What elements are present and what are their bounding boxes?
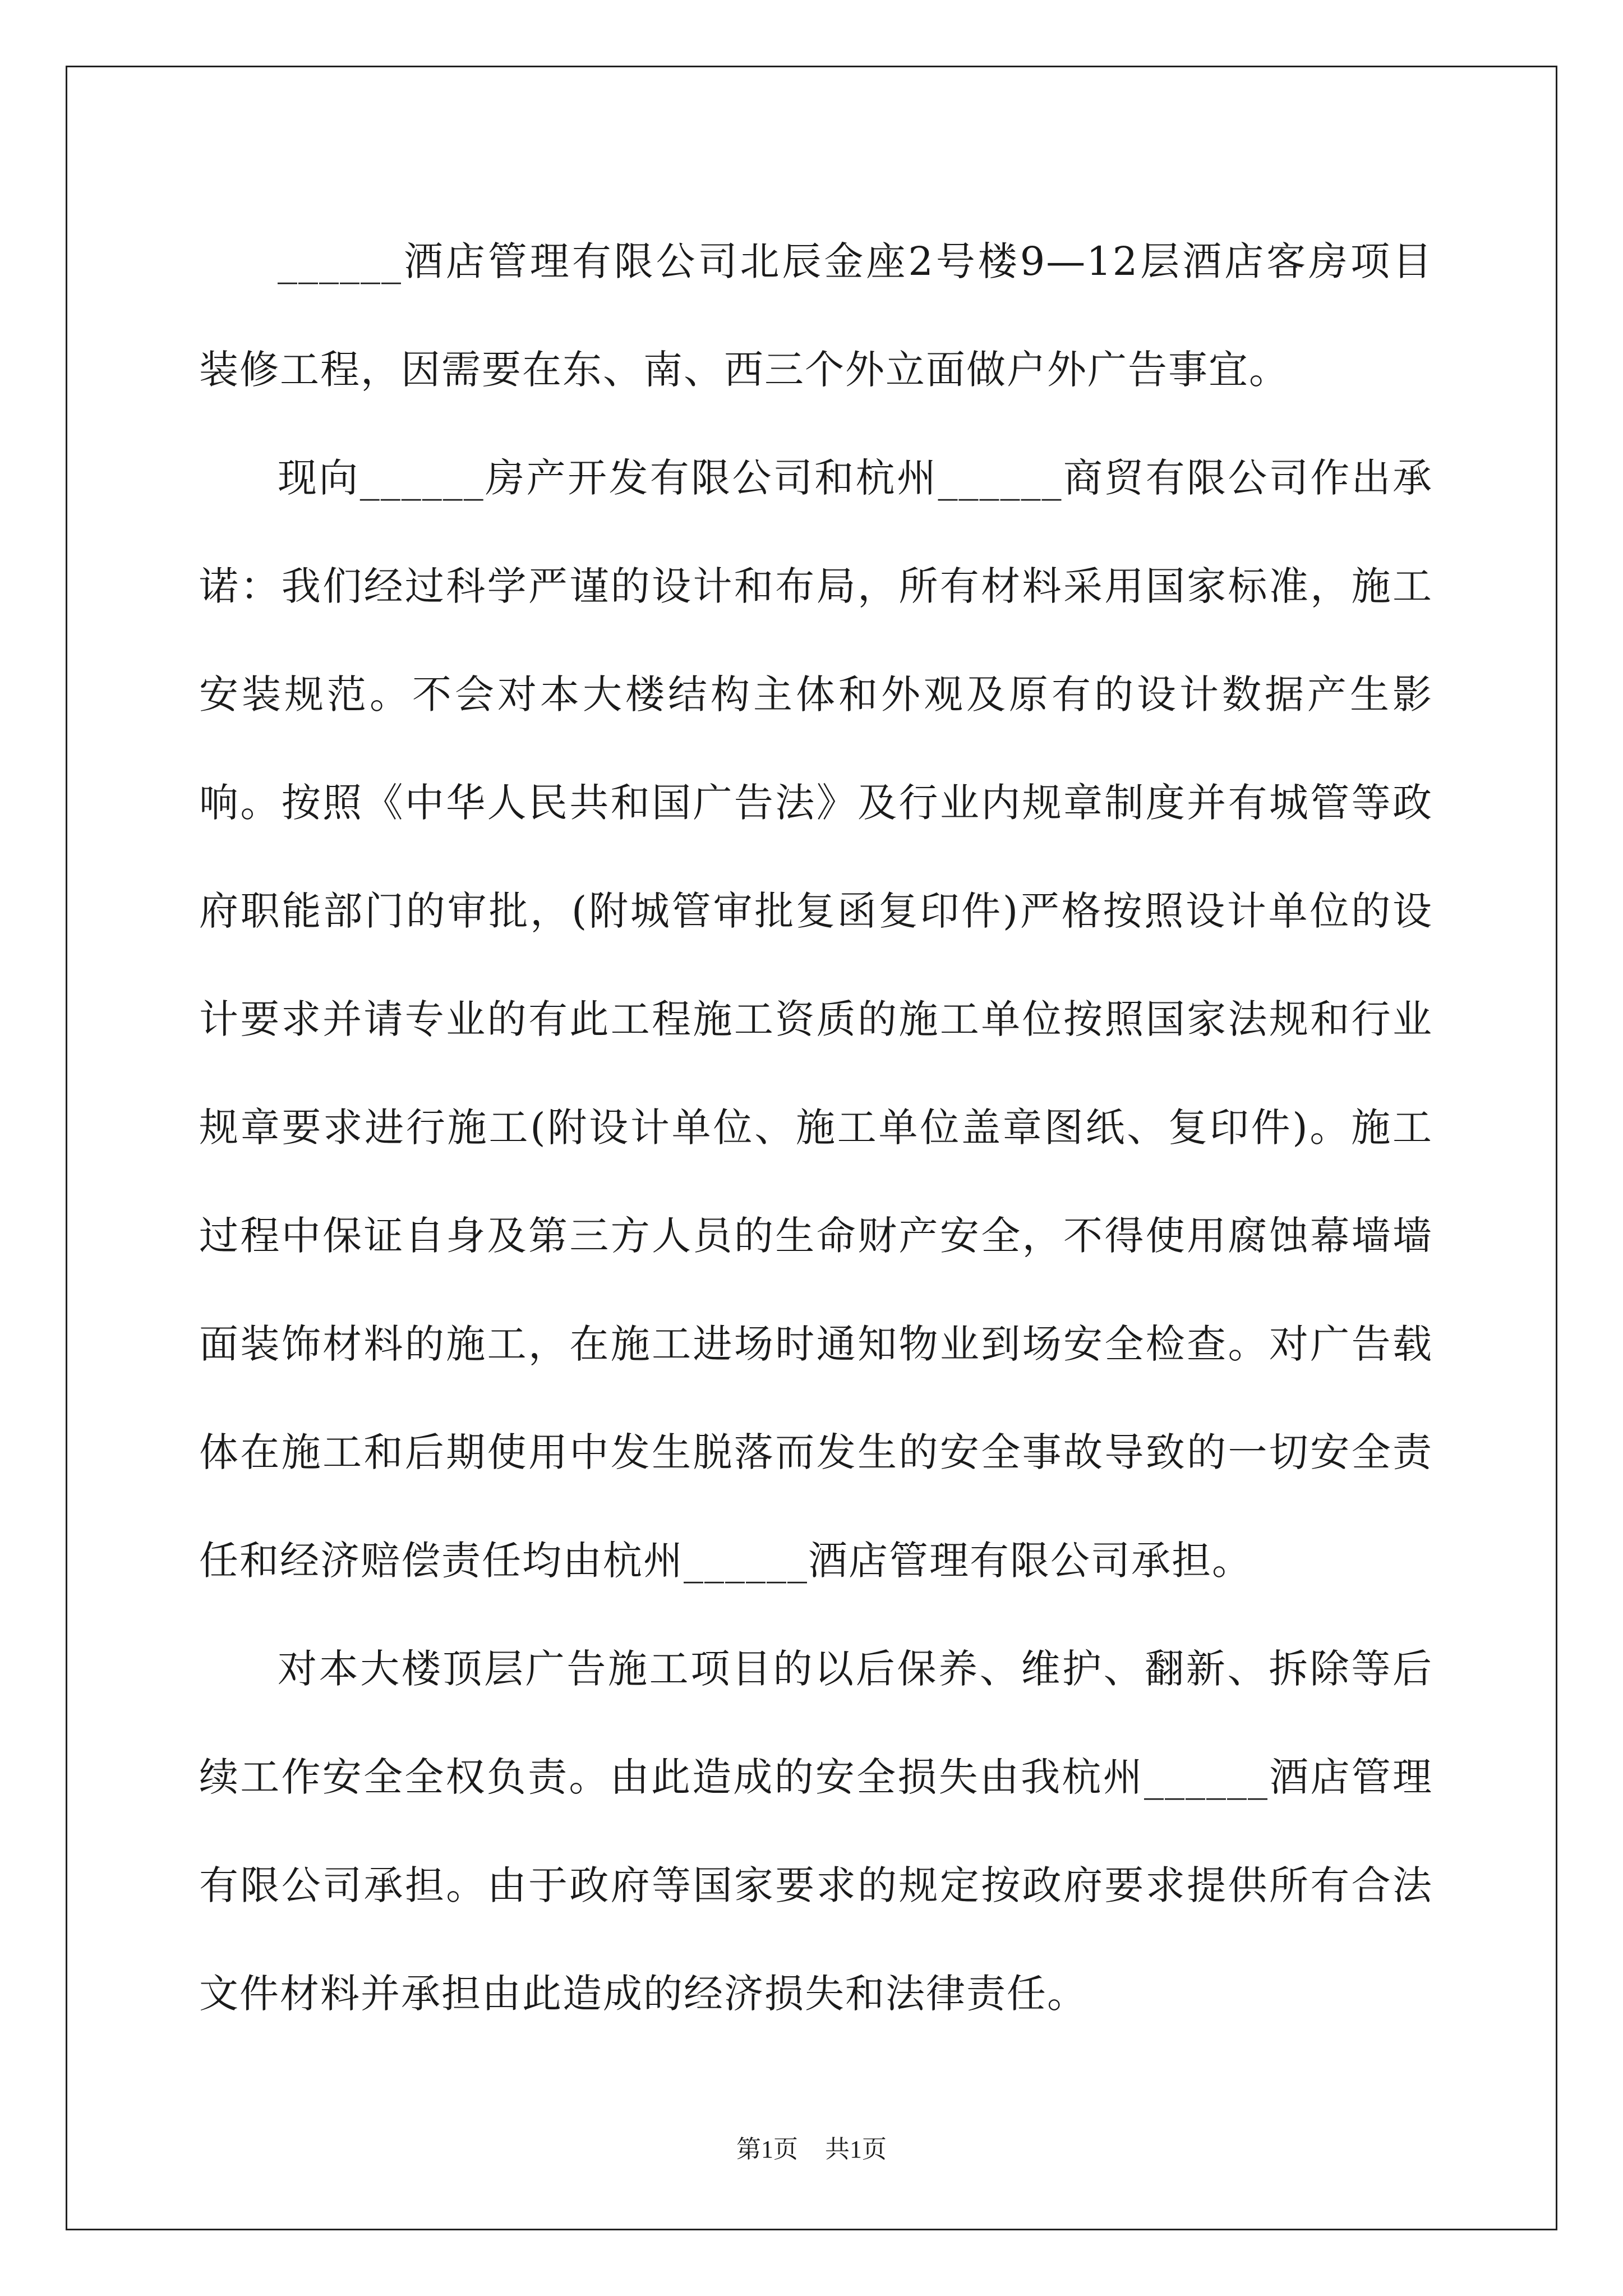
paragraph-2: 现向______房产开发有限公司和杭州______商贸有限公司作出承诺：我们经过科学严谨的设计和布局，所有材料采用国家标准，施工安装规范。不会对本大楼结构主体和外观及原有的设计数据产生影响。按照《中华人民共和国广告法》及行业内规章制度并有城管等政府职能部门的审批，(附城管审批复函复印件)严格按照设计单位的设计要求并请专业的有此工程施工资质的施工单位按照国家法规和行业规章要求进行施工(附设计单位、施工单位盖章图纸、复印件)。施工过程中保证自身及第三方人员的生命财产安全，不得使用腐蚀幕墙墙面装饰材料的施工，在施工进场时通知物业到场安全检查。对广告载体在施工和后期使用中发生脱落而发生的安全事故导致的一切安全责任和经济赔偿责任均由杭州______酒店管理有限公司承担。: [199, 455, 1433, 1584]
page-number-total: 共1页: [825, 2136, 887, 2163]
document-body: [199, 208, 1433, 2048]
page-footer: [0, 2129, 1623, 2165]
paragraph-1: ______酒店管理有限公司北辰金座2号楼9—12层酒店客房项目装修工程，因需要在东、南、西三个外立面做户外广告事宜。: [199, 238, 1433, 393]
page-number-current: 第1页: [736, 2136, 798, 2163]
paragraph-3: 对本大楼顶层广告施工项目的以后保养、维护、翻新、拆除等后续工作安全全权负责。由此造成的安全损失由我杭州______酒店管理有限公司承担。由于政府等国家要求的规定按政府要求提供所有合法文件材料并承担由此造成的经济损失和法律责任。: [199, 1646, 1433, 2017]
